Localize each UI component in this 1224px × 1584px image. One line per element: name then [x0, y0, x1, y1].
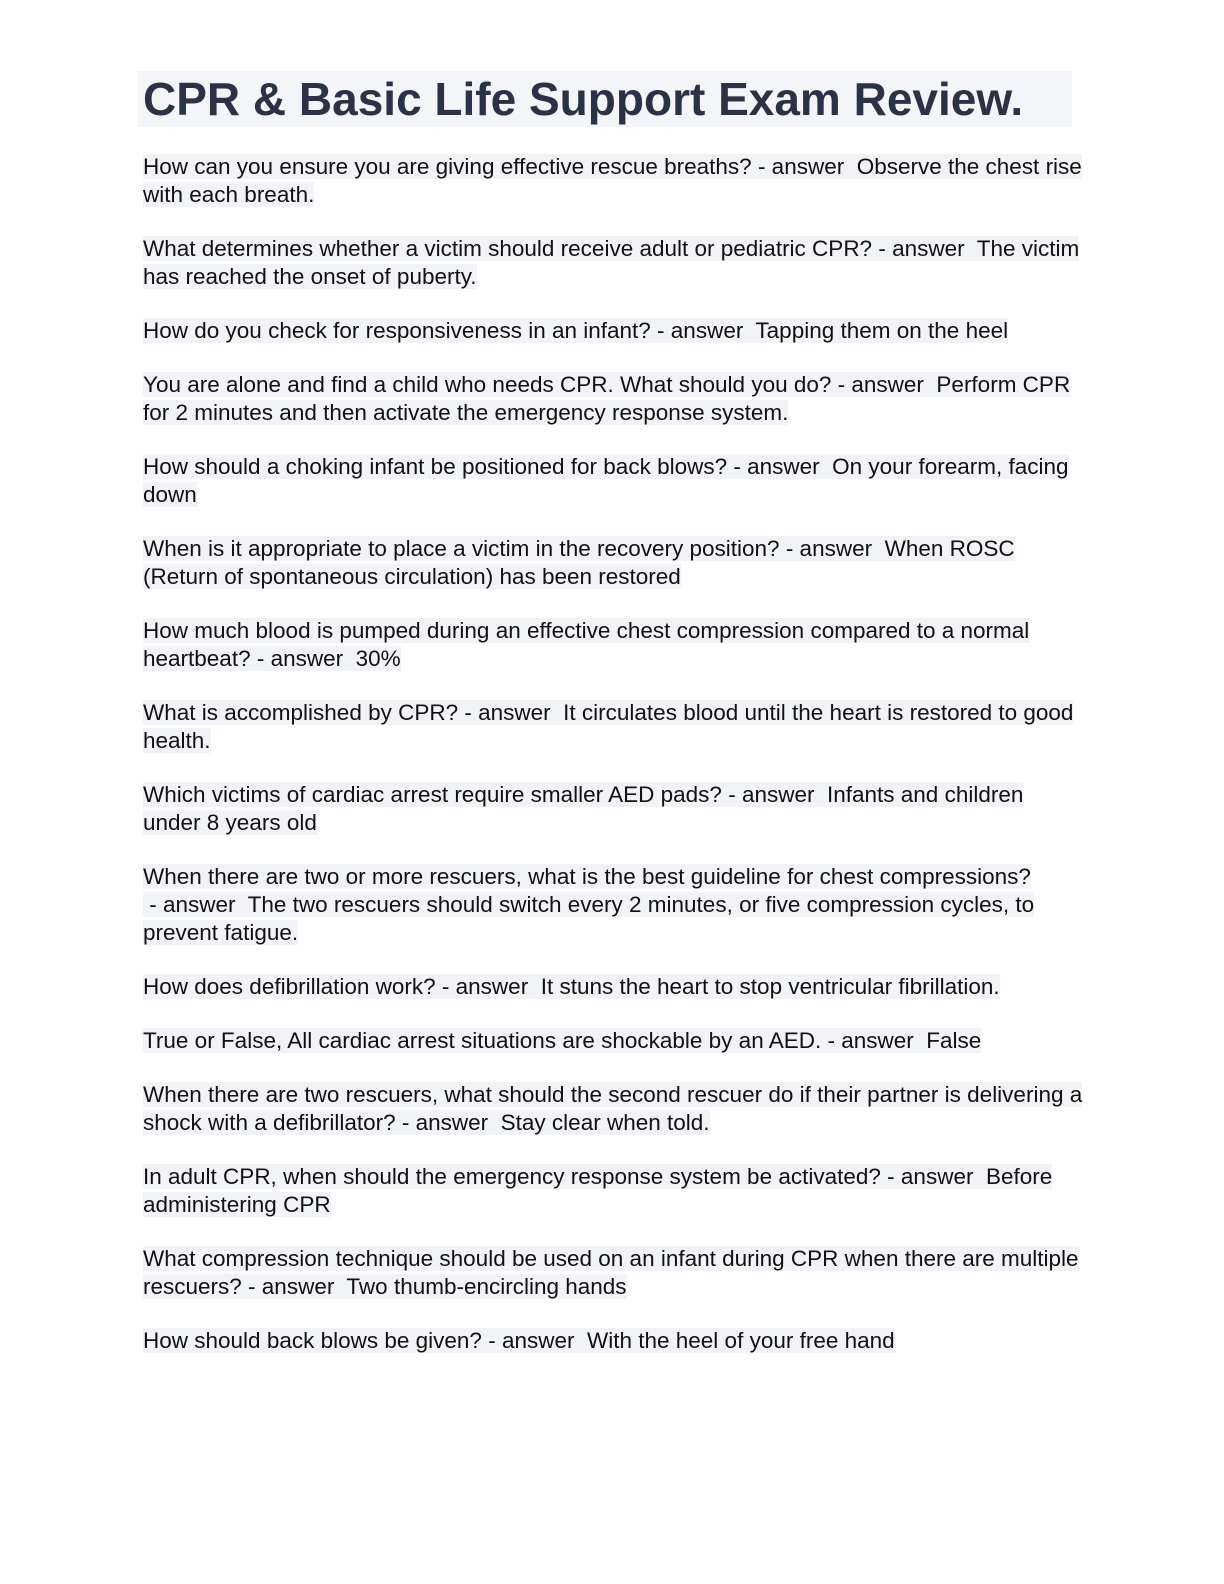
list-item — [143, 1081, 1083, 1137]
question-text: In adult CPR, when should the emergency response system be activated? — [143, 1164, 881, 1189]
answer-text: Observe the chest rise with each breath. — [143, 154, 1082, 207]
answer-text: The victim has reached the onset of puberty. — [143, 236, 1080, 289]
answer-text: Infants and children under 8 years old — [143, 782, 1024, 835]
qa-text — [143, 974, 1000, 999]
answer-text: False — [926, 1028, 982, 1053]
qa-text — [143, 618, 1029, 671]
qa-text — [143, 782, 1023, 835]
qa-text — [143, 454, 1069, 507]
qa-text — [143, 1082, 1082, 1135]
answer-separator: - answer — [143, 892, 248, 917]
answer-separator: - answer — [241, 1274, 347, 1299]
answer-text: It circulates blood until the heart is restored to good health. — [143, 700, 1074, 753]
question-text: When there are two rescuers, what should the second rescuer do if their partner is delivering a shock with a defibrillator? — [143, 1082, 1083, 1135]
qa-list — [143, 153, 1083, 1381]
list-item — [143, 863, 1083, 947]
answer-text: Two thumb-encircling hands — [346, 1274, 627, 1299]
qa-text — [143, 536, 1015, 589]
answer-text: Before administering CPR — [143, 1164, 1053, 1217]
question-text: How do you check for responsiveness in an infant? — [143, 318, 651, 343]
question-text: Which victims of cardiac arrest require smaller AED pads? — [143, 782, 722, 807]
answer-separator: - answer — [458, 700, 564, 725]
list-item — [143, 317, 1083, 345]
question-text: How should a choking infant be positioned for back blows? — [143, 454, 728, 479]
question-text: True or False, All cardiac arrest situations are shockable by an AED. — [143, 1028, 822, 1053]
list-item — [143, 973, 1083, 1001]
question-text: When is it appropriate to place a victim in the recovery position? — [143, 536, 780, 561]
answer-text: Tapping them on the heel — [755, 318, 1009, 343]
qa-text — [143, 1028, 981, 1053]
answer-separator: - answer — [872, 236, 977, 261]
answer-text: When ROSC (Return of spontaneous circulation) has been restored — [143, 536, 1015, 589]
question-text: How does defibrillation work? — [143, 974, 436, 999]
list-item — [143, 1245, 1083, 1301]
answer-separator: - answer — [250, 646, 356, 671]
list-item — [143, 1327, 1083, 1355]
list-item — [143, 153, 1083, 209]
qa-text — [143, 318, 1008, 343]
answer-separator: - answer — [831, 372, 937, 397]
question-text: What compression technique should be used on an infant during CPR when there are multiple rescuers? — [143, 1246, 1079, 1299]
list-item — [143, 453, 1083, 509]
qa-text — [143, 1246, 1079, 1299]
answer-text: 30% — [355, 646, 401, 671]
answer-separator: - answer — [880, 1164, 986, 1189]
answer-text: With the heel of your free hand — [586, 1328, 895, 1353]
answer-text: Perform CPR for 2 minutes and then activate the emergency response system. — [143, 372, 1071, 425]
answer-separator: - answer — [727, 454, 833, 479]
answer-separator: - answer — [395, 1110, 501, 1135]
answer-separator: - answer — [435, 974, 541, 999]
list-item — [143, 699, 1083, 755]
answer-separator: - answer — [779, 536, 885, 561]
answer-separator: - answer — [751, 154, 857, 179]
qa-text — [143, 1164, 1052, 1217]
question-text: When there are two or more rescuers, what is the best guideline for chest compressions? — [143, 864, 1031, 889]
qa-text — [143, 236, 1079, 289]
qa-text — [143, 700, 1073, 753]
answer-separator: - answer — [721, 782, 827, 807]
answer-text: Stay clear when told. — [500, 1110, 710, 1135]
list-item — [143, 1027, 1083, 1055]
list-item — [143, 781, 1083, 837]
list-item — [143, 1163, 1083, 1219]
answer-separator: - answer — [481, 1328, 587, 1353]
qa-text — [143, 864, 1034, 945]
answer-text: On your forearm, facing down — [143, 454, 1069, 507]
question-text: What is accomplished by CPR? — [143, 700, 459, 725]
question-text: How should back blows be given? — [143, 1328, 482, 1353]
question-text: How much blood is pumped during an effective chest compression compared to a normal heartbeat? — [143, 618, 1030, 671]
answer-separator: - answer — [650, 318, 756, 343]
list-item — [143, 535, 1083, 591]
question-text: You are alone and find a child who needs CPR. What should you do? — [143, 372, 832, 397]
list-item — [143, 235, 1083, 291]
answer-text: It stuns the heart to stop ventricular fibrillation. — [540, 974, 1000, 999]
qa-text — [143, 154, 1082, 207]
page-title: CPR & Basic Life Support Exam Review. — [143, 73, 1024, 125]
answer-separator: - answer — [821, 1028, 927, 1053]
qa-text — [143, 372, 1070, 425]
question-text: How can you ensure you are giving effective rescue breaths? — [143, 154, 752, 179]
answer-text: The two rescuers should switch every 2 minutes, or five compression cycles, to prevent fatigue. — [143, 892, 1035, 945]
list-item — [143, 371, 1083, 427]
list-item — [143, 617, 1083, 673]
question-text: What determines whether a victim should receive adult or pediatric CPR? — [143, 236, 873, 261]
qa-text — [143, 1328, 895, 1353]
